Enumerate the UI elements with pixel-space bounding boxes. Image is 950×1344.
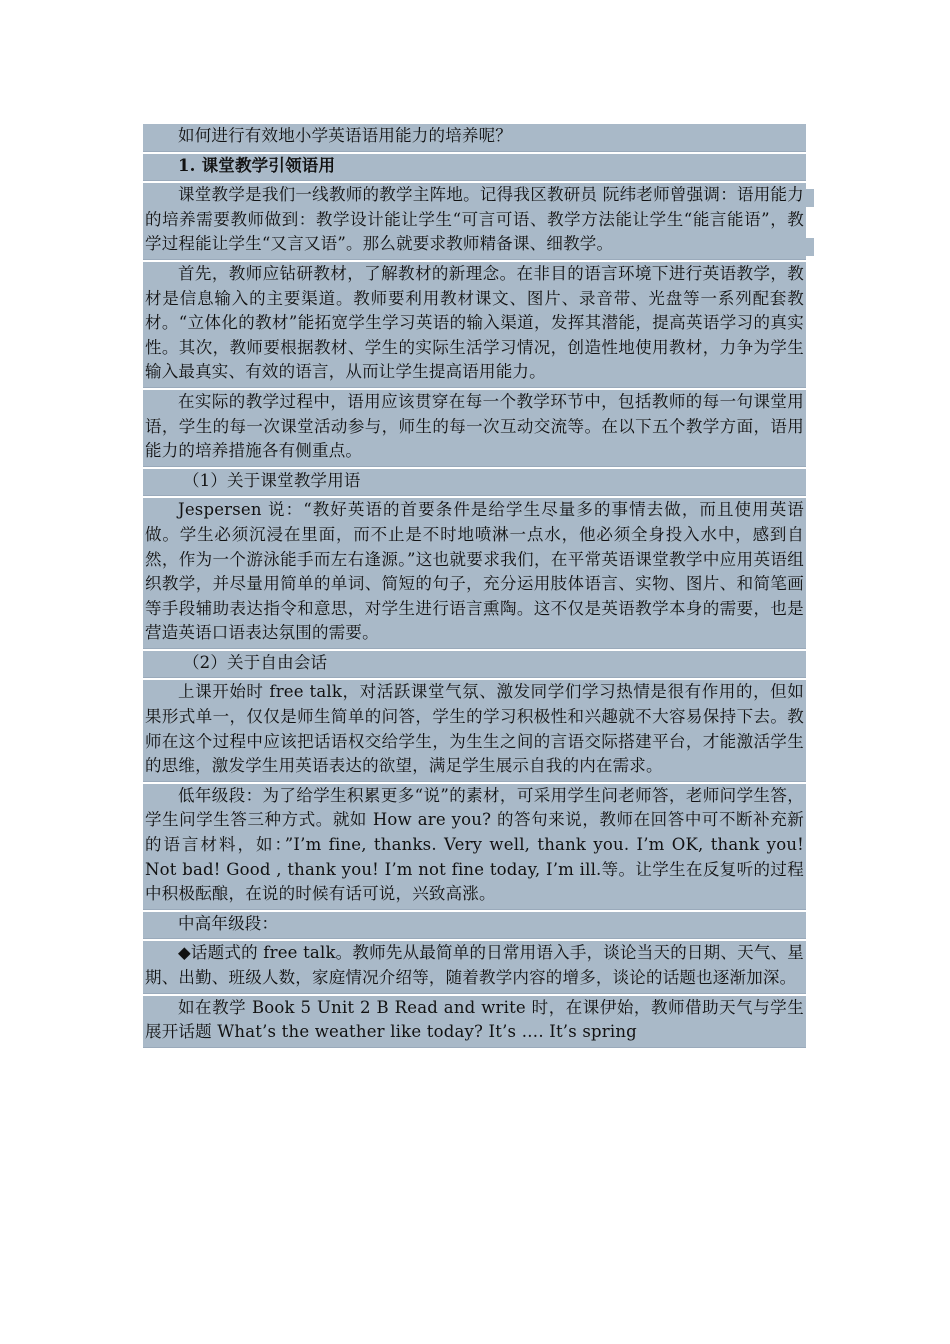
- body-paragraph: 首先，教师应钻研教材，了解教材的新理念。在非目的语言环境下进行英语教学，教材是信息输入的主要渠道。教师要利用教材课文、图片、录音带、光盘等一系列配套教材。“立体化的教材”能拓宽学生学习英语的输入渠道，发挥其潜能，提高英语学习的真实性。其次，教师要根据教材、学生的实际生活学习情况，创造性地使用教材，力争为学生输入最真实、有效的语言，从而让学生提高语用能力。: [143, 262, 806, 388]
- section-heading: 1. 课堂教学引领语用: [143, 154, 806, 182]
- body-paragraph: 中高年级段：: [143, 912, 806, 940]
- body-paragraph: 低年级段：为了给学生积累更多“说”的素材，可采用学生问老师答，老师问学生答，学生问学生答三种方式。就如 How are you? 的答句来说，教师在回答中可不断补充新的语言材料，如：”I’m fine, thanks. Very well, thank you. I’m OK, thank you! Not bad! Good , thank you! I’m not fine today, I’m ill.等。让学生在反复听的过程中积极酝酿，在说的时候有话可说，兴致高涨。: [143, 784, 806, 910]
- overflow-mark: [806, 238, 814, 256]
- document-body: [143, 124, 806, 1050]
- body-paragraph: 在实际的教学过程中，语用应该贯穿在每一个教学环节中，包括教师的每一句课堂用语，学生的每一次课堂活动参与，师生的每一次互动交流等。在以下五个教学方面，语用能力的培养措施各有侧重点。: [143, 390, 806, 467]
- subsection-heading: （2）关于自由会话: [143, 651, 806, 679]
- body-paragraph: 课堂教学是我们一线教师的教学主阵地。记得我区教研员 阮纬老师曾强调：语用能力的培养需要教师做到：教学设计能让学生“可言可语、教学方法能让学生“能言能语”，教学过程能让学生“又言又语”。那么就要求教师精备课、细教学。: [143, 183, 806, 260]
- subsection-heading: （1）关于课堂教学用语: [143, 469, 806, 497]
- body-paragraph: 上课开始时 free talk，对活跃课堂气氛、激发同学们学习热情是很有作用的，但如果形式单一，仅仅是师生简单的问答，学生的学习积极性和兴趣就不大容易保持下去。教师在这个过程中应该把话语权交给学生，为生生之间的言语交际搭建平台，才能激活学生的思维，激发学生用英语表达的欲望，满足学生展示自我的内在需求。: [143, 680, 806, 781]
- body-paragraph: 如在教学 Book 5 Unit 2 B Read and write 时，在课伊始，教师借助天气与学生展开话题 What’s the weather like today? It’s …. It’s spring: [143, 996, 806, 1048]
- question-paragraph: 如何进行有效地小学英语语用能力的培养呢？: [143, 124, 806, 152]
- overflow-mark: [806, 189, 814, 207]
- bullet-paragraph: ◆话题式的 free talk。教师先从最简单的日常用语入手，谈论当天的日期、天气、星期、出勤、班级人数，家庭情况介绍等，随着教学内容的增多，谈论的话题也逐渐加深。: [143, 941, 806, 993]
- paragraph-wrapper: [143, 183, 806, 260]
- body-paragraph: Jespersen 说：“教好英语的首要条件是给学生尽量多的事情去做，而且使用英语做。学生必须沉浸在里面，而不止是不时地喷淋一点水，他必须全身投入水中，感到自然，作为一个游泳能手而左右逢源。”这也就要求我们，在平常英语课堂教学中应用英语组织教学，并尽量用简单的单词、简短的句子，充分运用肢体语言、实物、图片、和简笔画等手段辅助表达指令和意思，对学生进行语言熏陶。这不仅是英语教学本身的需要，也是营造英语口语表达氛围的需要。: [143, 498, 806, 649]
